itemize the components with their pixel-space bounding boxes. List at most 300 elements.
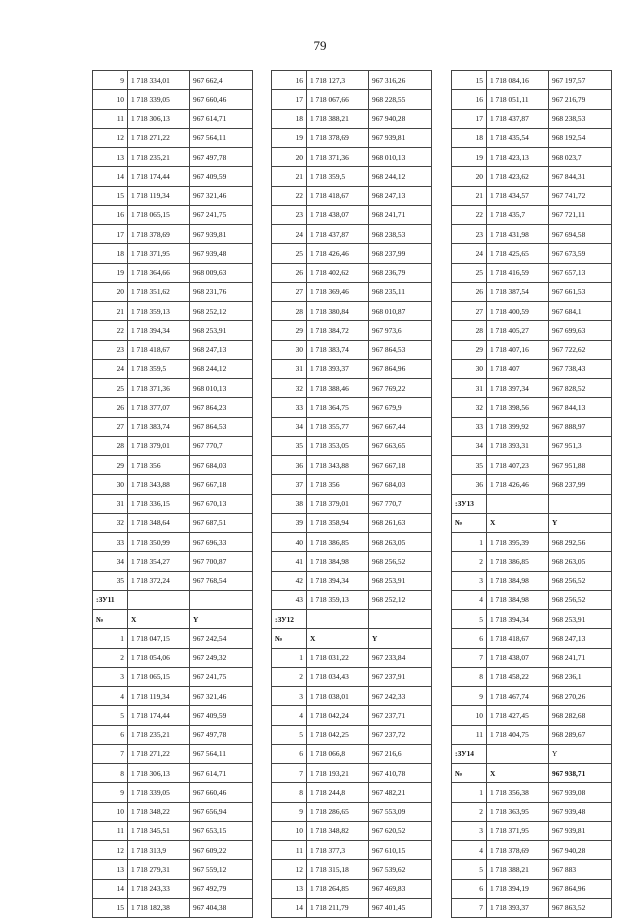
x-coordinate-cell: 1 718 334,01 <box>128 71 190 90</box>
x-coordinate-cell: 1 718 364,75 <box>307 398 369 417</box>
x-coordinate-cell: 1 718 431,98 <box>487 225 549 244</box>
table-row <box>272 359 432 378</box>
y-coordinate-cell: 967 673,59 <box>549 244 612 263</box>
point-number-cell: 18 <box>452 128 487 147</box>
point-number-cell: 24 <box>93 359 128 378</box>
point-number-cell: 40 <box>272 533 307 552</box>
point-number-cell: 19 <box>272 128 307 147</box>
x-coordinate-cell: 1 718 193,21 <box>307 764 369 783</box>
y-coordinate-cell: 967 694,58 <box>549 225 612 244</box>
point-number-cell: 25 <box>452 263 487 282</box>
y-coordinate-cell: 967 696,33 <box>190 533 253 552</box>
point-number-cell: 6 <box>93 725 128 744</box>
x-coordinate-cell: 1 718 306,13 <box>128 764 190 783</box>
x-coordinate-cell: 1 718 394,34 <box>307 571 369 590</box>
table-row <box>93 687 253 706</box>
table-row <box>452 783 612 802</box>
y-coordinate-cell: 968 289,67 <box>549 725 612 744</box>
y-coordinate-cell: 968 237,99 <box>369 244 432 263</box>
y-coordinate-cell: 967 233,84 <box>369 648 432 667</box>
x-coordinate-cell: 1 718 438,07 <box>307 205 369 224</box>
x-coordinate-cell: 1 718 398,56 <box>487 398 549 417</box>
x-coordinate-cell: 1 718 404,75 <box>487 725 549 744</box>
x-coordinate-cell: 1 718 384,98 <box>487 571 549 590</box>
x-coordinate-cell: 1 718 356,38 <box>487 783 549 802</box>
x-coordinate-cell: 1 718 067,66 <box>307 90 369 109</box>
x-coordinate-cell: 1 718 397,34 <box>487 379 549 398</box>
y-coordinate-cell: 967 939,48 <box>549 802 612 821</box>
y-coordinate-cell: Y <box>190 610 253 629</box>
y-coordinate-cell: 967 939,08 <box>549 783 612 802</box>
x-coordinate-cell: 1 718 407,23 <box>487 456 549 475</box>
y-coordinate-cell: 968 261,63 <box>369 513 432 532</box>
table-row <box>93 436 253 455</box>
point-number-cell: 9 <box>93 71 128 90</box>
x-coordinate-cell: 1 718 438,07 <box>487 648 549 667</box>
point-number-cell: 22 <box>272 186 307 205</box>
x-coordinate-cell: 1 718 042,24 <box>307 706 369 725</box>
x-coordinate-cell: 1 718 379,01 <box>128 436 190 455</box>
x-coordinate-cell: 1 718 119,34 <box>128 186 190 205</box>
x-coordinate-cell: 1 718 384,98 <box>487 590 549 609</box>
x-coordinate-cell: 1 718 416,59 <box>487 263 549 282</box>
table-row <box>452 879 612 898</box>
y-coordinate-cell: 967 662,4 <box>190 71 253 90</box>
point-number-cell: 38 <box>272 494 307 513</box>
y-coordinate-cell: 968 010,13 <box>190 379 253 398</box>
table-row <box>452 205 612 224</box>
y-coordinate-cell: 967 738,43 <box>549 359 612 378</box>
y-coordinate-cell: 967 539,62 <box>369 860 432 879</box>
y-coordinate-cell: 967 410,78 <box>369 764 432 783</box>
point-number-cell: 5 <box>452 860 487 879</box>
table-row <box>272 321 432 340</box>
table-row <box>452 667 612 686</box>
table-row <box>272 898 432 917</box>
table-row <box>93 802 253 821</box>
y-coordinate-cell: 967 770,7 <box>369 494 432 513</box>
x-coordinate-cell: X <box>128 610 190 629</box>
point-number-cell: 30 <box>93 475 128 494</box>
table-row <box>272 379 432 398</box>
point-number-cell: 30 <box>452 359 487 378</box>
table-row <box>272 764 432 783</box>
point-number-cell: 27 <box>272 282 307 301</box>
x-coordinate-cell: 1 718 394,34 <box>128 321 190 340</box>
y-coordinate-cell: 968 235,11 <box>369 282 432 301</box>
x-coordinate-cell: 1 718 383,74 <box>307 340 369 359</box>
y-coordinate-cell: 967 667,18 <box>369 456 432 475</box>
table-row <box>272 802 432 821</box>
point-number-cell: 20 <box>93 282 128 301</box>
table-row <box>93 475 253 494</box>
table-row <box>93 841 253 860</box>
table-row <box>452 802 612 821</box>
point-number-cell: 20 <box>452 167 487 186</box>
x-coordinate-cell: 1 718 394,34 <box>487 610 549 629</box>
y-coordinate-cell: 967 864,96 <box>549 879 612 898</box>
x-coordinate-cell: 1 718 336,15 <box>128 494 190 513</box>
table-row <box>93 744 253 763</box>
table-row <box>272 841 432 860</box>
x-coordinate-cell: 1 718 313,9 <box>128 841 190 860</box>
point-number-cell: :ЗУ13 <box>452 494 487 513</box>
x-coordinate-cell: 1 718 434,57 <box>487 186 549 205</box>
y-coordinate-cell: 967 938,71 <box>549 764 612 783</box>
point-number-cell: 10 <box>93 802 128 821</box>
coordinates-table-right <box>451 70 612 918</box>
y-coordinate-cell: 968 228,55 <box>369 90 432 109</box>
y-coordinate-cell: 968 256,52 <box>549 590 612 609</box>
table-row <box>93 186 253 205</box>
x-coordinate-cell: 1 718 271,22 <box>128 744 190 763</box>
y-coordinate-cell: 968 252,12 <box>190 302 253 321</box>
point-number-cell: 13 <box>93 860 128 879</box>
x-coordinate-cell: 1 718 378,69 <box>307 128 369 147</box>
x-coordinate-cell: 1 718 182,38 <box>128 898 190 917</box>
table-row <box>93 282 253 301</box>
y-coordinate-cell: 967 828,52 <box>549 379 612 398</box>
table-row <box>93 725 253 744</box>
table-header-row <box>452 513 612 532</box>
table-row <box>93 148 253 167</box>
y-coordinate-cell: 967 769,22 <box>369 379 432 398</box>
y-coordinate-cell: 967 864,53 <box>369 340 432 359</box>
table-row <box>452 610 612 629</box>
point-number-cell: 26 <box>272 263 307 282</box>
x-coordinate-cell: 1 718 435,7 <box>487 205 549 224</box>
x-coordinate-cell: 1 718 356 <box>307 475 369 494</box>
x-coordinate-cell: 1 718 084,16 <box>487 71 549 90</box>
point-number-cell: 29 <box>93 456 128 475</box>
x-coordinate-cell: 1 718 363,95 <box>487 802 549 821</box>
point-number-cell: 3 <box>452 821 487 840</box>
point-number-cell: 36 <box>272 456 307 475</box>
y-coordinate-cell: 967 241,75 <box>190 667 253 686</box>
point-number-cell: 15 <box>93 898 128 917</box>
y-coordinate-cell: 968 292,56 <box>549 533 612 552</box>
point-number-cell: 33 <box>272 398 307 417</box>
point-number-cell: 5 <box>93 706 128 725</box>
x-coordinate-cell: X <box>487 764 549 783</box>
y-coordinate-cell: Y <box>549 744 612 763</box>
x-coordinate-cell: 1 718 399,92 <box>487 417 549 436</box>
x-coordinate-cell: 1 718 386,85 <box>307 533 369 552</box>
point-number-cell: 19 <box>93 263 128 282</box>
point-number-cell: 1 <box>452 533 487 552</box>
point-number-cell: 37 <box>272 475 307 494</box>
x-coordinate-cell: 1 718 359,5 <box>128 359 190 378</box>
point-number-cell: :ЗУ12 <box>272 610 307 629</box>
y-coordinate-cell: 967 656,94 <box>190 802 253 821</box>
table-row <box>272 783 432 802</box>
table-row <box>452 225 612 244</box>
point-number-cell: 23 <box>93 340 128 359</box>
y-coordinate-cell: 967 321,46 <box>190 186 253 205</box>
y-coordinate-cell: 967 687,51 <box>190 513 253 532</box>
point-number-cell: 14 <box>272 898 307 917</box>
table-row <box>272 725 432 744</box>
point-number-cell: 25 <box>272 244 307 263</box>
point-number-cell: 42 <box>272 571 307 590</box>
y-coordinate-cell: 967 614,71 <box>190 764 253 783</box>
y-coordinate-cell: 968 192,54 <box>549 128 612 147</box>
y-coordinate-cell: 967 409,59 <box>190 167 253 186</box>
y-coordinate-cell: 967 844,13 <box>549 398 612 417</box>
y-coordinate-cell: 968 247,13 <box>369 186 432 205</box>
x-coordinate-cell: 1 718 244,8 <box>307 783 369 802</box>
x-coordinate-cell: 1 718 418,67 <box>487 629 549 648</box>
x-coordinate-cell: 1 718 359,13 <box>128 302 190 321</box>
table-row <box>93 321 253 340</box>
y-coordinate-cell: 967 559,12 <box>190 860 253 879</box>
y-coordinate-cell: Y <box>549 513 612 532</box>
point-number-cell: 13 <box>272 879 307 898</box>
point-number-cell: 6 <box>452 629 487 648</box>
table-row <box>272 167 432 186</box>
table-row <box>272 533 432 552</box>
x-coordinate-cell: 1 718 359,5 <box>307 167 369 186</box>
y-coordinate-cell: 967 197,57 <box>549 71 612 90</box>
x-coordinate-cell: 1 718 351,62 <box>128 282 190 301</box>
table-row <box>93 783 253 802</box>
x-coordinate-cell: 1 718 393,31 <box>487 436 549 455</box>
x-coordinate-cell: 1 718 402,62 <box>307 263 369 282</box>
point-number-cell: 17 <box>452 109 487 128</box>
table-row <box>272 340 432 359</box>
y-coordinate-cell: 968 237,99 <box>549 475 612 494</box>
y-coordinate-cell: 967 497,78 <box>190 148 253 167</box>
table-row <box>452 282 612 301</box>
x-coordinate-cell <box>487 744 549 763</box>
table-row <box>272 436 432 455</box>
point-number-cell: 28 <box>452 321 487 340</box>
table-row <box>452 898 612 917</box>
y-coordinate-cell: 967 888,97 <box>549 417 612 436</box>
x-coordinate-cell: 1 718 393,37 <box>307 359 369 378</box>
table-row <box>272 148 432 167</box>
x-coordinate-cell: 1 718 425,65 <box>487 244 549 263</box>
x-coordinate-cell: 1 718 379,01 <box>307 494 369 513</box>
x-coordinate-cell: 1 718 384,72 <box>307 321 369 340</box>
table-row <box>452 841 612 860</box>
table-row <box>93 398 253 417</box>
table-row <box>272 590 432 609</box>
point-number-cell: № <box>452 513 487 532</box>
y-coordinate-cell: 968 256,52 <box>549 571 612 590</box>
y-coordinate-cell: 968 009,63 <box>190 263 253 282</box>
point-number-cell: 10 <box>452 706 487 725</box>
table-row <box>272 263 432 282</box>
table-row <box>452 167 612 186</box>
x-coordinate-cell: 1 718 356 <box>128 456 190 475</box>
point-number-cell: 35 <box>452 456 487 475</box>
table-row <box>93 821 253 840</box>
y-coordinate-cell: 967 741,72 <box>549 186 612 205</box>
x-coordinate-cell <box>128 590 190 609</box>
point-number-cell: 9 <box>93 783 128 802</box>
table-row <box>452 475 612 494</box>
table-row <box>93 263 253 282</box>
point-number-cell: 3 <box>272 687 307 706</box>
y-coordinate-cell: 967 249,32 <box>190 648 253 667</box>
point-number-cell: 11 <box>93 109 128 128</box>
x-coordinate-cell: 1 718 031,22 <box>307 648 369 667</box>
y-coordinate-cell: 967 610,15 <box>369 841 432 860</box>
table-row <box>93 167 253 186</box>
section-label-row <box>452 494 612 513</box>
y-coordinate-cell: 967 679,9 <box>369 398 432 417</box>
x-coordinate-cell: 1 718 437,87 <box>307 225 369 244</box>
x-coordinate-cell: 1 718 458,22 <box>487 667 549 686</box>
x-coordinate-cell: X <box>487 513 549 532</box>
table-row <box>452 186 612 205</box>
y-coordinate-cell: 968 247,13 <box>190 340 253 359</box>
y-coordinate-cell: 968 253,91 <box>190 321 253 340</box>
table-row <box>272 398 432 417</box>
table-row <box>452 379 612 398</box>
point-number-cell: 24 <box>272 225 307 244</box>
x-coordinate-cell: 1 718 380,84 <box>307 302 369 321</box>
x-coordinate-cell: 1 718 042,25 <box>307 725 369 744</box>
table-row <box>93 494 253 513</box>
y-coordinate-cell: 968 236,79 <box>369 263 432 282</box>
y-coordinate-cell: 968 236,1 <box>549 667 612 686</box>
x-coordinate-cell: 1 718 394,19 <box>487 879 549 898</box>
table-row <box>272 225 432 244</box>
point-number-cell: 6 <box>452 879 487 898</box>
y-coordinate-cell: 967 241,75 <box>190 205 253 224</box>
point-number-cell: 8 <box>93 764 128 783</box>
table-row <box>272 667 432 686</box>
y-coordinate-cell: 968 238,53 <box>369 225 432 244</box>
table-row <box>272 552 432 571</box>
y-coordinate-cell: 968 238,53 <box>549 109 612 128</box>
point-number-cell: 10 <box>93 90 128 109</box>
y-coordinate-cell: 968 253,91 <box>549 610 612 629</box>
point-number-cell: 27 <box>452 302 487 321</box>
point-number-cell: 35 <box>272 436 307 455</box>
y-coordinate-cell: 968 263,05 <box>549 552 612 571</box>
x-coordinate-cell: 1 718 393,37 <box>487 898 549 917</box>
point-number-cell: 29 <box>272 321 307 340</box>
x-coordinate-cell: 1 718 384,98 <box>307 552 369 571</box>
y-coordinate-cell: 968 247,13 <box>549 629 612 648</box>
table-row <box>93 513 253 532</box>
point-number-cell: 14 <box>93 879 128 898</box>
point-number-cell: 33 <box>452 417 487 436</box>
table-row <box>452 321 612 340</box>
y-coordinate-cell: 967 492,79 <box>190 879 253 898</box>
point-number-cell: 26 <box>93 398 128 417</box>
y-coordinate-cell: 968 244,12 <box>190 359 253 378</box>
x-coordinate-cell: 1 718 387,54 <box>487 282 549 301</box>
y-coordinate-cell: 968 244,12 <box>369 167 432 186</box>
x-coordinate-cell: 1 718 371,36 <box>128 379 190 398</box>
point-number-cell: 21 <box>272 167 307 186</box>
y-coordinate-cell: 968 241,71 <box>549 648 612 667</box>
x-coordinate-cell: 1 718 437,87 <box>487 109 549 128</box>
point-number-cell: 1 <box>272 648 307 667</box>
y-coordinate-cell: 967 951,3 <box>549 436 612 455</box>
table-row <box>452 359 612 378</box>
x-coordinate-cell: 1 718 339,05 <box>128 90 190 109</box>
y-coordinate-cell: 967 940,28 <box>549 841 612 860</box>
y-coordinate-cell: 968 010,13 <box>369 148 432 167</box>
point-number-cell: 22 <box>93 321 128 340</box>
x-coordinate-cell: 1 718 427,45 <box>487 706 549 725</box>
point-number-cell: 21 <box>452 186 487 205</box>
point-number-cell: 15 <box>93 186 128 205</box>
point-number-cell: 11 <box>452 725 487 744</box>
x-coordinate-cell: 1 718 388,46 <box>307 379 369 398</box>
y-coordinate-cell: 968 231,76 <box>190 282 253 301</box>
y-coordinate-cell: 967 660,46 <box>190 783 253 802</box>
point-number-cell: 12 <box>93 128 128 147</box>
point-number-cell: 27 <box>93 417 128 436</box>
x-coordinate-cell: 1 718 343,88 <box>307 456 369 475</box>
point-number-cell: 34 <box>93 552 128 571</box>
x-coordinate-cell: 1 718 377,3 <box>307 841 369 860</box>
y-coordinate-cell: 968 241,71 <box>369 205 432 224</box>
point-number-cell: 7 <box>452 898 487 917</box>
point-number-cell: 2 <box>93 648 128 667</box>
table-row <box>452 725 612 744</box>
table-row <box>272 860 432 879</box>
point-number-cell: 34 <box>452 436 487 455</box>
point-number-cell: 8 <box>452 667 487 686</box>
table-row <box>452 244 612 263</box>
y-coordinate-cell: 967 670,13 <box>190 494 253 513</box>
y-coordinate-cell: 967 939,81 <box>190 225 253 244</box>
table-row <box>93 379 253 398</box>
point-number-cell: № <box>452 764 487 783</box>
y-coordinate-cell: 968 253,91 <box>369 571 432 590</box>
point-number-cell: 28 <box>93 436 128 455</box>
x-coordinate-cell: 1 718 235,21 <box>128 148 190 167</box>
x-coordinate-cell: 1 718 358,94 <box>307 513 369 532</box>
point-number-cell: :ЗУ11 <box>93 590 128 609</box>
x-coordinate-cell: 1 718 355,77 <box>307 417 369 436</box>
x-coordinate-cell: 1 718 127,3 <box>307 71 369 90</box>
point-number-cell: 3 <box>452 571 487 590</box>
table-row <box>452 860 612 879</box>
point-number-cell: 32 <box>272 379 307 398</box>
point-number-cell: 10 <box>272 821 307 840</box>
y-coordinate-cell: 967 564,11 <box>190 128 253 147</box>
table-row <box>272 128 432 147</box>
x-coordinate-cell <box>307 610 369 629</box>
x-coordinate-cell: 1 718 174,44 <box>128 706 190 725</box>
table-row <box>452 90 612 109</box>
table-row <box>93 109 253 128</box>
table-row <box>93 456 253 475</box>
y-coordinate-cell: 967 409,59 <box>190 706 253 725</box>
y-coordinate-cell: 967 469,83 <box>369 879 432 898</box>
point-number-cell: 25 <box>93 379 128 398</box>
table-row <box>272 302 432 321</box>
y-coordinate-cell: 967 609,22 <box>190 841 253 860</box>
table-row <box>93 898 253 917</box>
y-coordinate-cell: 967 768,54 <box>190 571 253 590</box>
point-number-cell: 17 <box>93 225 128 244</box>
x-coordinate-cell: 1 718 065,15 <box>128 667 190 686</box>
y-coordinate-cell: 967 237,71 <box>369 706 432 725</box>
x-coordinate-cell: 1 718 369,46 <box>307 282 369 301</box>
table-row <box>452 590 612 609</box>
y-coordinate-cell: 967 939,81 <box>369 128 432 147</box>
point-number-cell: 17 <box>272 90 307 109</box>
